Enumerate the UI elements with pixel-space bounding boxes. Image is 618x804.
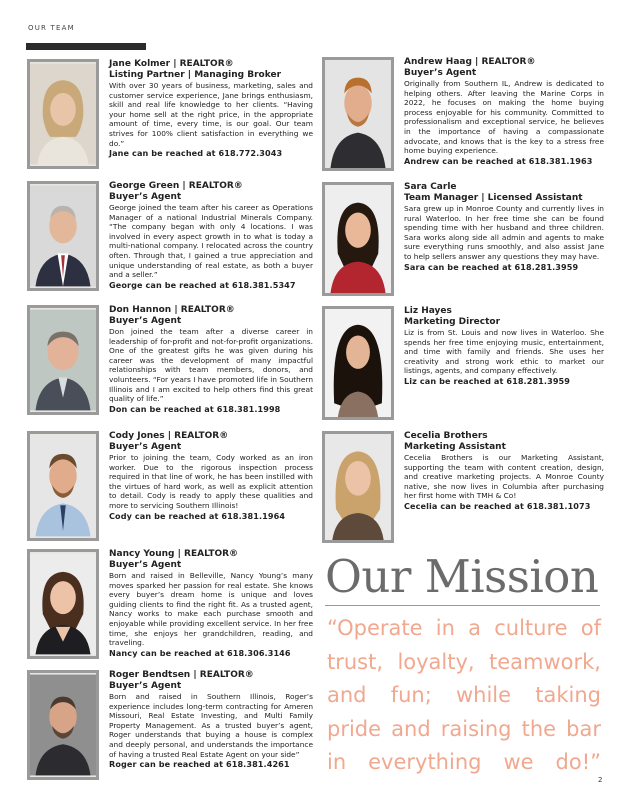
member-name: Don Hannon | REALTOR® — [109, 305, 235, 315]
member-name: Andrew Haag | REALTOR® — [404, 57, 536, 67]
team-member-sara-carle — [322, 182, 604, 296]
member-title: Buyer’s Agent — [109, 316, 182, 326]
member-contact: Jane can be reached at 618.772.3043 — [109, 148, 283, 159]
member-contact: Cecelia can be reached at 618.381.1073 — [404, 500, 591, 511]
team-member-cody-jones — [27, 431, 315, 541]
team-member-cecelia-brothers — [322, 431, 604, 543]
member-title: Marketing Director — [404, 317, 501, 327]
portrait-photo — [27, 431, 99, 541]
portrait-jane-kolmer — [30, 62, 96, 166]
member-contact: George can be reached at 618.381.5347 — [109, 279, 296, 290]
portrait-photo — [322, 306, 394, 420]
member-contact: Liz can be reached at 618.281.3959 — [404, 375, 571, 386]
portrait-photo — [322, 431, 394, 543]
member-name: Nancy Young | REALTOR® — [109, 549, 239, 559]
member-title: Buyer’s Agent — [109, 442, 182, 452]
member-bio: With over 30 years of business, marketing, sales and customer service experience, Jane brings enthusiasm, skill and real life knowledge to her clients. “Having your home sell at the right price, in the appropriate amount of time, every time, is our goal. Our team strives for 100% client satisfaction in everything we do.” — [109, 81, 313, 148]
team-member-jane-kolmer — [27, 59, 315, 173]
portrait-cody-jones — [30, 434, 96, 538]
member-title: Buyer’s Agent — [404, 68, 477, 78]
member-name: Jane Kolmer | REALTOR® — [109, 59, 234, 69]
member-bio: Originally from Southern IL, Andrew is dedicated to helping others. After leaving the Marine Corps in 2022, he focuses on making the home buying process enjoyable for his community. Committed to professionalism and exceptional service, he believes in the importance of having a compassionate advocate, and knows that is the key to a stress free home buying experience. — [404, 79, 604, 156]
member-title: Listing Partner | Managing Broker — [109, 70, 282, 80]
portrait-nancy-young — [30, 552, 96, 656]
member-title: Buyer’s Agent — [109, 560, 182, 570]
portrait-liz-hayes — [325, 309, 391, 417]
member-bio: Cecelia Brothers is our Marketing Assistant, supporting the team with content creation, design, and creative marketing projects. A Monroe County native, she now lives in Columbia after purchasing her first home with TMH & Co! — [404, 453, 604, 501]
member-bio: Liz is from St. Louis and now lives in Waterloo. She spends her free time enjoying music, entertainment, and time with family and friends. She uses her creativity and strong work ethic to market our listings, agents, and company effectively. — [404, 328, 604, 376]
mission-quote: “Operate in a culture of trust, loyalty, teamwork, and fun; while taking pride and raising the bar in everything we do!” — [327, 616, 601, 774]
member-bio: Sara grew up in Monroe County and currently lives in rural Waterloo. In her free time she can be found spending time with her husband and three children. Sara works along side all admin and agents to make sure everything runs smoothly, and also assist Jane to help sellers answer any questions they may have. — [404, 204, 604, 261]
member-contact: Nancy can be reached at 618.306.3146 — [109, 647, 291, 658]
member-title: Buyer’s Agent — [109, 192, 182, 202]
portrait-cecelia-brothers — [325, 434, 391, 540]
member-title: Team Manager | Licensed Assistant — [404, 193, 583, 203]
member-name: Sara Carle — [404, 182, 457, 192]
page-number: 2 — [598, 776, 603, 784]
team-member-george-green — [27, 181, 315, 297]
member-bio: Don joined the team after a diverse career in leadership of for-profit and not-for-profit organizations. One of the greatest gifts he was given during his career was the development of many impactful relationships with team members, donors, and volunteers. “For years I have promoted life in Southern Illinois and I am excited to help others find this great quality of life.” — [109, 327, 313, 404]
member-contact: Cody can be reached at 618.381.1964 — [109, 510, 286, 521]
member-title: Marketing Assistant — [404, 442, 506, 452]
mission-heading: Our Mission — [325, 550, 599, 603]
member-title: Buyer’s Agent — [109, 681, 182, 691]
team-member-andrew-haag — [322, 57, 604, 175]
member-name: Cecelia Brothers — [404, 431, 488, 441]
member-name: Roger Bendtsen | REALTOR® — [109, 670, 254, 680]
team-member-nancy-young — [27, 549, 315, 665]
portrait-photo — [322, 57, 394, 171]
member-name: Cody Jones | REALTOR® — [109, 431, 229, 441]
portrait-photo — [27, 181, 99, 291]
portrait-sara-carle — [325, 185, 391, 293]
portrait-andrew-haag — [325, 60, 391, 168]
member-bio: Born and raised in Southern Illinois, Roger’s experience includes long-term contracting for Ameren Missouri, Real Estate Investing, and Multi Family Property Management. As a trusted buyer’s agent, Roger understands that buying a house is complex and deeply personal, and understands the importance of having a trusted Real Estate Agent on your side” — [109, 692, 313, 759]
portrait-don-hannon — [30, 308, 96, 412]
member-bio: Prior to joining the team, Cody worked as an iron worker. Due to the rigorous inspection process required in that line of work, he has been instilled with the virtues of hard work, as well as explicit attention to detail. Cody is ready to apply these qualities and more to servicing Southern Illinois! — [109, 453, 313, 510]
team-member-liz-hayes — [322, 306, 604, 420]
portrait-photo — [27, 670, 99, 780]
section-label: OUR TEAM — [28, 24, 75, 32]
portrait-photo — [322, 182, 394, 296]
team-member-don-hannon — [27, 305, 315, 423]
portrait-george-green — [30, 184, 96, 288]
portrait-photo — [27, 549, 99, 659]
mission-divider — [325, 605, 600, 606]
portrait-roger-bendtsen — [30, 673, 96, 777]
member-contact: Andrew can be reached at 618.381.1963 — [404, 155, 593, 166]
member-bio: George joined the team after his career as Operations Manager of a national Industrial Minerals Company. “The company began with only 4 locations. I was involved in every aspect growth in to what is today a multi-national company. I relocated across the country often. Through that, I gained a true appreciation and unique understanding of real estate, as both a buyer and a seller.” — [109, 203, 313, 280]
portrait-photo — [27, 59, 99, 169]
member-contact: Don can be reached at 618.381.1998 — [109, 403, 281, 414]
header-rule — [26, 43, 146, 50]
member-name: George Green | REALTOR® — [109, 181, 243, 191]
portrait-photo — [27, 305, 99, 415]
member-contact: Sara can be reached at 618.281.3959 — [404, 261, 579, 272]
member-contact: Roger can be reached at 618.381.4261 — [109, 759, 290, 770]
member-name: Liz Hayes — [404, 306, 452, 316]
member-bio: Born and raised in Belleville, Nancy Young’s many moves sparked her passion for real estate. She knows every buyer’s dream home is unique and loves guiding clients to find the right fit. As a trusted agent, Nancy works to make each purchase smooth and enjoyable while providing excellent service. In her free time, she enjoys her grandchildren, reading, and traveling. — [109, 571, 313, 648]
team-member-roger-bendtsen — [27, 670, 315, 788]
